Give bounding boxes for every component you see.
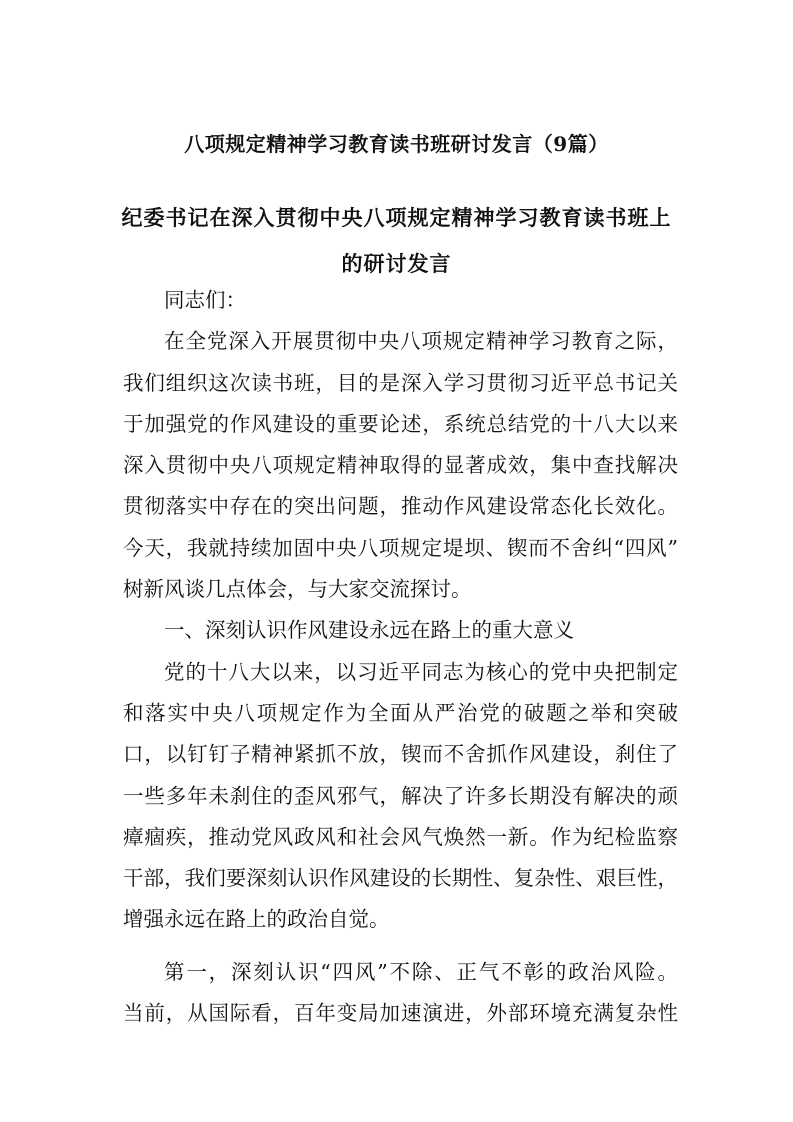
paragraph-line: 和落实中央八项规定作为全面从严治党的破题之举和突破	[123, 700, 678, 725]
speech-title	[100, 195, 693, 287]
paragraph-line: 贯彻落实中存在的突出问题，推动作风建设常态化长效化。	[123, 494, 678, 519]
paragraph-line: 树新风谈几点体会，与大家交流探讨。	[123, 577, 472, 602]
paragraph-gap	[123, 941, 678, 952]
paragraph-line: 当前，从国际看，百年变局加速演进，外部环境充满复杂性	[123, 1001, 678, 1026]
speech-body	[123, 280, 678, 1034]
paragraph-line: 一些多年未刹住的歪风邪气，解决了许多长期没有解决的顽	[123, 783, 678, 808]
document-main-title: 八项规定精神学习教育读书班研讨发言（9篇）	[184, 132, 609, 156]
speech-title-line-1: 纪委书记在深入贯彻中央八项规定精神学习教育读书班上	[121, 205, 672, 230]
paragraph-line: 党的十八大以来，以习近平同志为核心的党中央把制定	[164, 659, 678, 684]
paragraph-line: 今天，我就持续加固中央八项规定堤坝、锲而不舍纠“四风”	[123, 535, 678, 560]
speech-title-line-2: 的研讨发言	[341, 251, 452, 276]
section-heading-line: 一、深刻认识作风建设永远在路上的重大意义	[164, 618, 574, 643]
paragraph-line: 在全党深入开展贯彻中央八项规定精神学习教育之际，	[164, 329, 678, 354]
paragraph-line: 增强永远在路上的政治自觉。	[123, 907, 390, 932]
paragraph-line: 第一，深刻认识“四风”不除、正气不彰的政治风险。	[164, 959, 678, 984]
paragraph-line: 干部，我们要深刻认识作风建设的长期性、复杂性、艰巨性，	[123, 866, 678, 891]
paragraph-line: 于加强党的作风建设的重要论述，系统总结党的十八大以来	[123, 411, 678, 436]
paragraph-line: 瘴痼疾，推动党风政风和社会风气焕然一新。作为纪检监察	[123, 824, 678, 849]
paragraph-intro	[123, 321, 678, 610]
section-heading-1	[123, 610, 678, 651]
salutation: 同志们：	[164, 288, 246, 312]
paragraph-line: 我们组织这次读书班，目的是深入学习贯彻习近平总书记关	[123, 370, 678, 395]
paragraph-point-1	[123, 952, 678, 1035]
paragraph-line: 深入贯彻中央八项规定精神取得的显著成效，集中查找解决	[123, 453, 678, 478]
paragraph-section-1	[123, 652, 678, 941]
paragraph-line: 口，以钉钉子精神紧抓不放，锲而不舍抓作风建设，刹住了	[123, 742, 678, 767]
